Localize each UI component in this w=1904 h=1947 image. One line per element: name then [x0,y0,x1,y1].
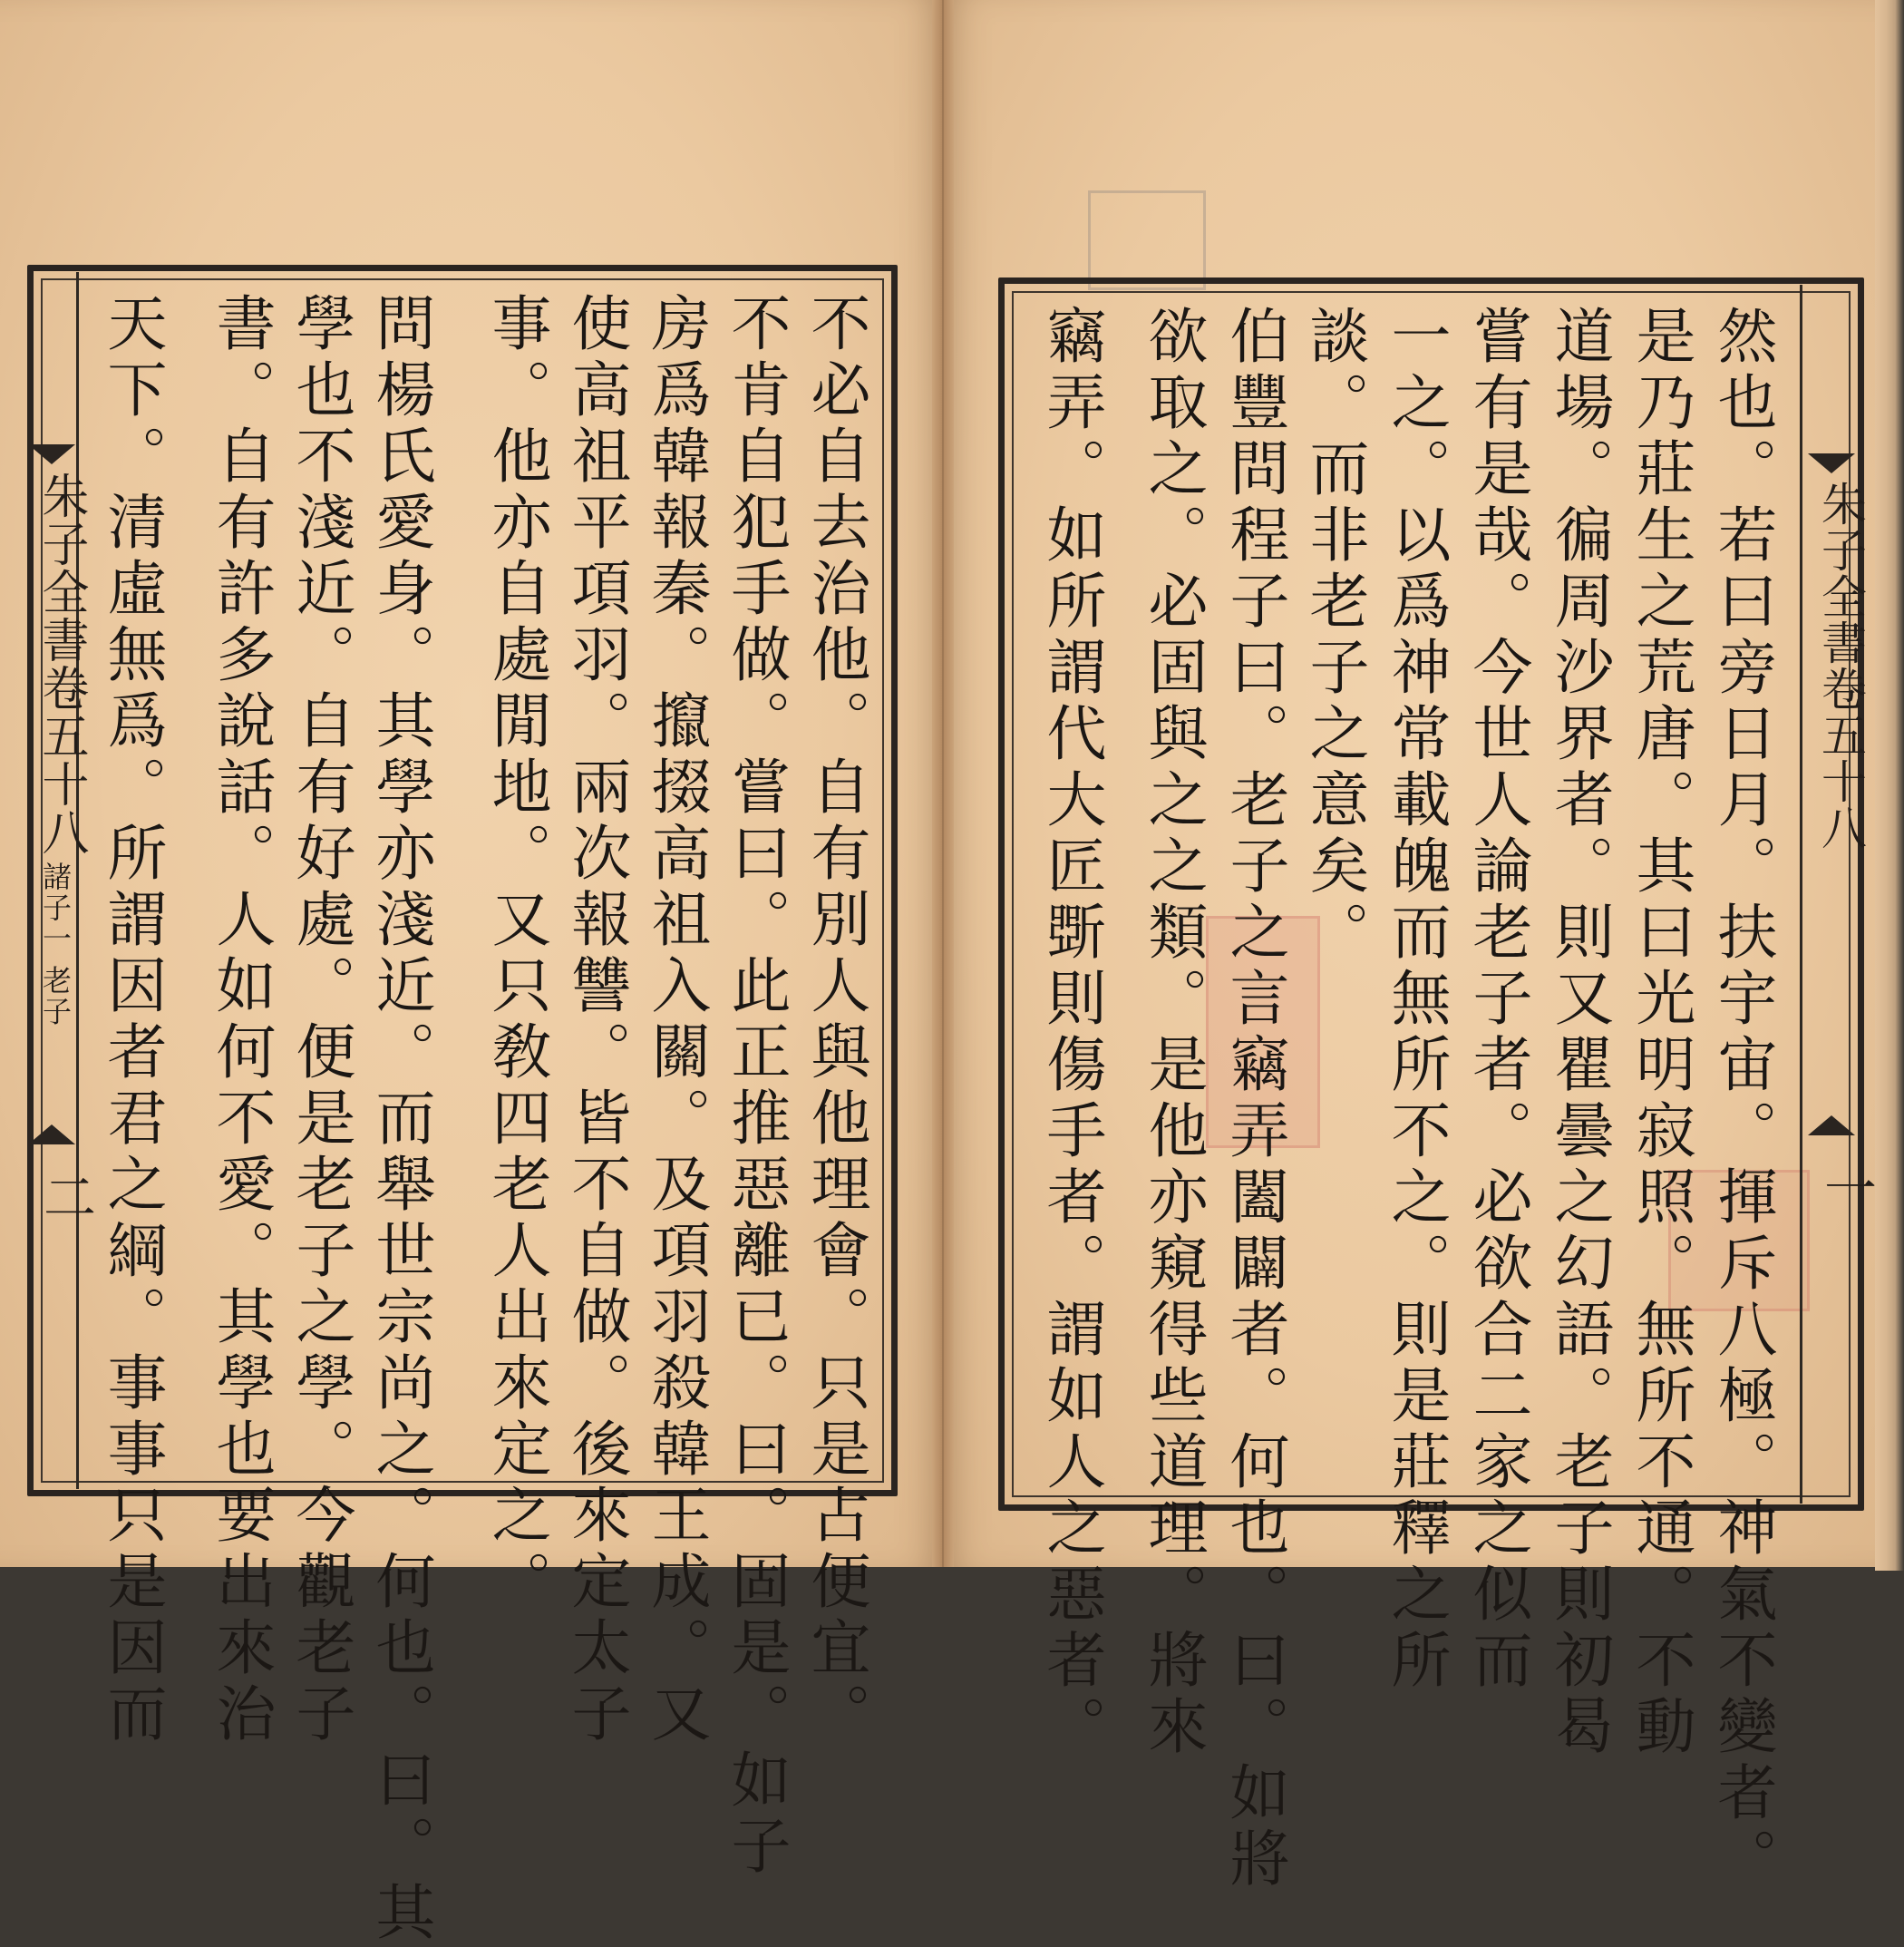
text-column: 然也。若曰旁日月。扶宇宙。揮斥八極。神氣不變者。 [1707,305,1777,1893]
banner-book-title: 朱子全書卷五十八 [34,472,88,856]
page-edges [1875,0,1904,1571]
text-column: 書。自有許多說話。人如何不愛。其學也要出來治 [206,292,276,1748]
banner-book-title: 朱子全書卷五十八 [1814,481,1867,851]
text-column: 天下。清虛無爲。所謂因者君之綱。事事只是因而 [97,292,167,1748]
text-column: 一之。以爲神常載魄而無所不之。則是莊釋之所 [1381,305,1451,1695]
banner-fishtail-bottom [1808,1115,1855,1135]
text-column: 道場。徧周沙界者。則又瞿曇之幻語。老子則初曷 [1544,305,1614,1761]
text-column: 伯豐問程子曰。老子之言竊弄闔闢者。何也。曰。如將 [1219,305,1289,1893]
center-fold [932,0,954,1567]
banner-fishtail-bottom [28,1124,75,1144]
text-column: 嘗有是哉。今世人論老子者。必欲合二家之似而 [1462,305,1532,1695]
text-column: 房爲韓報秦。攛掇高祖入關。及項羽殺韓王成。又 [641,292,711,1748]
text-column: 談。而非老子之意矣。 [1299,305,1369,967]
text-column: 使高祖平項羽。兩次報讐。皆不自做。後來定太子 [561,292,631,1748]
text-column: 問楊氏愛身。其學亦淺近。而舉世宗尚之。何也。曰。其 [365,292,435,1947]
banner-rule [1800,285,1802,1504]
text-column: 事。他亦自處閒地。又只敎四老人出來定之。 [481,292,551,1616]
banner-fishtail-top [1808,453,1855,473]
text-column: 學也不淺近。自有好處。便是老子之學。今觀老子 [286,292,355,1748]
banner-fishtail-top [28,444,75,464]
page-number: 一 [1815,1161,1877,1213]
text-column: 欲取之。必固與之之類。是他亦窺得些道理。將來 [1138,305,1208,1761]
text-column: 不必自去治他。自有別人與他理會。只是占便宜。 [801,292,870,1748]
text-column: 竊弄。如所謂代大匠斲則傷手者。謂如人之惡者。 [1036,305,1106,1761]
text-column: 不肯自犯手做。嘗曰。此正推惡離已。曰。固是。如子 [721,292,791,1881]
page-number: 二 [34,1170,96,1222]
banner-section: 諸子一 老子 [38,862,73,1027]
text-column: 是乃莊生之荒唐。其曰光明寂照。無所不通。不動 [1626,305,1695,1761]
banner-rule [76,272,79,1489]
faint-seal-impression [1088,190,1206,290]
